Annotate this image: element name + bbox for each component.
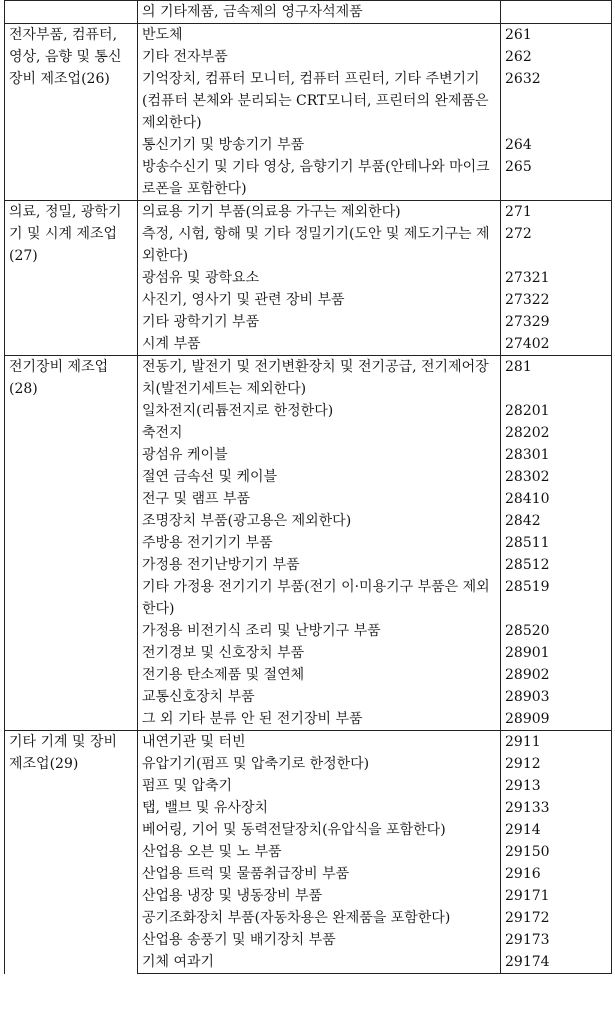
product-cell: 기타 전자부품 <box>138 46 501 68</box>
code-cell: 27402 <box>501 333 612 356</box>
product-cell: 가정용 비전기식 조리 및 난방기구 부품 <box>138 620 501 642</box>
product-cell: 측정, 시험, 항해 및 기타 정밀기기(도안 및 제도기구는 제외한다) <box>138 223 501 267</box>
code-cell: 29173 <box>501 929 612 951</box>
product-cell: 가정용 전기난방기기 부품 <box>138 554 501 576</box>
code-cell: 28903 <box>501 686 612 708</box>
product-cell: 전동기, 발전기 및 전기변환장치 및 전기공급, 전기제어장치(발전기세트는 제외한다) <box>138 356 501 401</box>
table-row <box>5 201 612 224</box>
code-cell: 28909 <box>501 708 612 731</box>
product-cell: 축전지 <box>138 422 501 444</box>
code-cell <box>501 1 612 24</box>
product-cell: 일차전지(리튬전지로 한정한다) <box>138 400 501 422</box>
code-cell: 29133 <box>501 797 612 819</box>
product-cell: 광섬유 및 광학요소 <box>138 267 501 289</box>
code-cell: 29150 <box>501 841 612 863</box>
industry-cell: 전기장비 제조업(28) <box>5 356 138 731</box>
code-cell: 27321 <box>501 267 612 289</box>
code-cell: 2913 <box>501 775 612 797</box>
product-cell: 절연 금속선 및 케이블 <box>138 466 501 488</box>
code-cell: 262 <box>501 46 612 68</box>
product-cell: 공기조화장치 부품(자동차용은 완제품을 포함한다) <box>138 907 501 929</box>
product-cell: 전기용 탄소제품 및 절연체 <box>138 664 501 686</box>
code-cell: 28902 <box>501 664 612 686</box>
code-cell: 2912 <box>501 753 612 775</box>
code-cell: 28201 <box>501 400 612 422</box>
product-cell: 베어링, 기어 및 동력전달장치(유압식을 포함한다) <box>138 819 501 841</box>
code-cell: 2911 <box>501 731 612 754</box>
code-cell: 2916 <box>501 863 612 885</box>
product-cell: 시계 부품 <box>138 333 501 356</box>
product-cell: 유압기기(펌프 및 압축기로 한정한다) <box>138 753 501 775</box>
product-cell: 산업용 냉장 및 냉동장비 부품 <box>138 885 501 907</box>
product-cell: 전구 및 램프 부품 <box>138 488 501 510</box>
product-cell: 반도체 <box>138 24 501 47</box>
industry-product-table <box>4 0 612 974</box>
code-cell: 265 <box>501 156 612 201</box>
product-cell: 산업용 트럭 및 물품취급장비 부품 <box>138 863 501 885</box>
product-cell: 전기경보 및 신호장치 부품 <box>138 642 501 664</box>
code-cell: 271 <box>501 201 612 224</box>
code-cell: 2842 <box>501 510 612 532</box>
product-cell: 그 외 기타 분류 안 된 전기장비 부품 <box>138 708 501 731</box>
product-cell: 펌프 및 압축기 <box>138 775 501 797</box>
product-cell: 통신기기 및 방송기기 부품 <box>138 134 501 156</box>
code-cell: 28511 <box>501 532 612 554</box>
table-row <box>5 356 612 401</box>
industry-cell: 의료, 정밀, 광학기기 및 시계 제조업(27) <box>5 201 138 356</box>
product-cell: 산업용 오븐 및 노 부품 <box>138 841 501 863</box>
product-cell: 광섬유 케이블 <box>138 444 501 466</box>
code-cell: 28301 <box>501 444 612 466</box>
code-cell: 29172 <box>501 907 612 929</box>
product-cell: 기체 여과기 <box>138 951 501 974</box>
code-cell: 29171 <box>501 885 612 907</box>
product-cell: 교통신호장치 부품 <box>138 686 501 708</box>
product-cell: 의료용 기기 부품(의료용 가구는 제외한다) <box>138 201 501 224</box>
product-cell: 주방용 전기기기 부품 <box>138 532 501 554</box>
code-cell: 28512 <box>501 554 612 576</box>
code-cell: 28302 <box>501 466 612 488</box>
code-cell: 28901 <box>501 642 612 664</box>
code-cell: 272 <box>501 223 612 267</box>
product-cell: 산업용 송풍기 및 배기장치 부품 <box>138 929 501 951</box>
product-cell: 조명장치 부품(광고용은 제외한다) <box>138 510 501 532</box>
product-cell: 탭, 밸브 및 유사장치 <box>138 797 501 819</box>
industry-cell <box>5 1 138 24</box>
code-cell: 264 <box>501 134 612 156</box>
industry-cell: 기타 기계 및 장비 제조업(29) <box>5 731 138 974</box>
code-cell: 29174 <box>501 951 612 974</box>
code-cell: 281 <box>501 356 612 401</box>
table-row <box>5 24 612 47</box>
industry-cell: 전자부품, 컴퓨터, 영상, 음향 및 통신장비 제조업(26) <box>5 24 138 201</box>
code-cell: 28519 <box>501 576 612 620</box>
code-cell: 28410 <box>501 488 612 510</box>
product-cell: 방송수신기 및 기타 영상, 음향기기 부품(안테나와 마이크로폰을 포함한다) <box>138 156 501 201</box>
table-row <box>5 1 612 24</box>
product-cell: 기억장치, 컴퓨터 모니터, 컴퓨터 프린터, 기타 주변기기(컴퓨터 본체와 분리되는 CRT모니터, 프린터의 완제품은 제외한다) <box>138 68 501 134</box>
product-cell: 사진기, 영사기 및 관련 장비 부품 <box>138 289 501 311</box>
code-cell: 2632 <box>501 68 612 134</box>
code-cell: 28520 <box>501 620 612 642</box>
code-cell: 28202 <box>501 422 612 444</box>
code-cell: 27329 <box>501 311 612 333</box>
code-cell: 2914 <box>501 819 612 841</box>
product-cell: 기타 광학기기 부품 <box>138 311 501 333</box>
product-cell: 기타 가정용 전기기기 부품(전기 이·미용기구 부품은 제외한다) <box>138 576 501 620</box>
code-cell: 27322 <box>501 289 612 311</box>
product-cell: 내연기관 및 터빈 <box>138 731 501 754</box>
code-cell: 261 <box>501 24 612 47</box>
product-cell: 의 기타제품, 금속제의 영구자석제품 <box>138 1 501 24</box>
table-body <box>5 1 612 974</box>
table-row <box>5 731 612 754</box>
